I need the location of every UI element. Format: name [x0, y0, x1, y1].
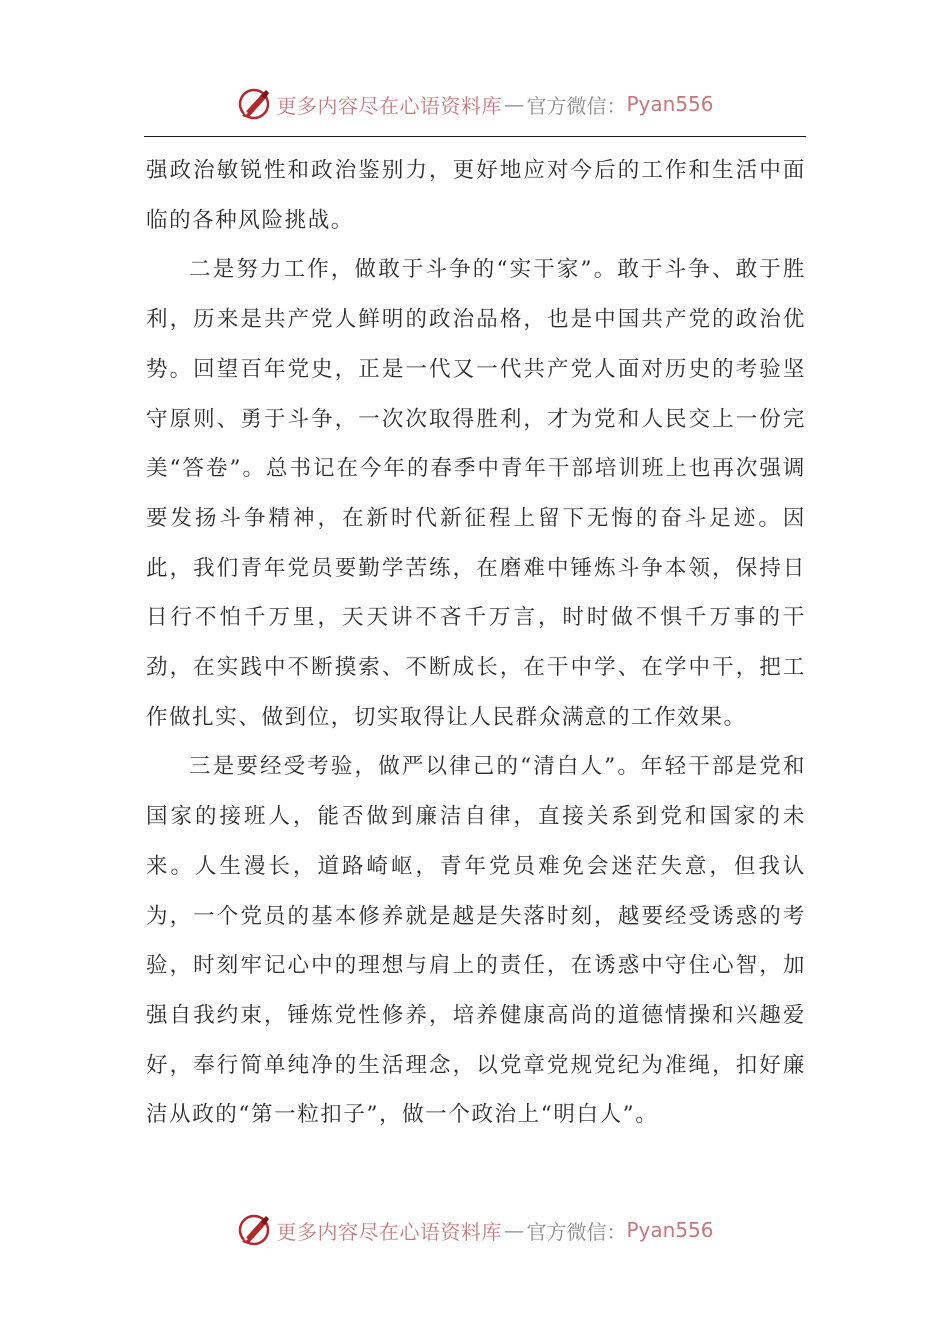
footer-wechat-label: 官方微信：: [526, 1219, 627, 1244]
header-site-text: 更多内容尽在心语资料库: [276, 93, 502, 118]
header-wechat-id: Pyan556: [626, 92, 714, 116]
header-separator: —: [503, 92, 525, 116]
pen-nib-logo-icon: [236, 1212, 272, 1248]
paragraph-1: 强政治敏锐性和政治鉴别力，更好地应对今后的工作和生活中面临的各种风险挑战。: [146, 158, 806, 233]
footer-banner: [0, 1210, 950, 1250]
paragraph-2: 二是努力工作，做敢于斗争的“实干家”。敢于斗争、敢于胜利，历来是共产党人鲜明的政治品格，也是中国共产党的政治优势。回望百年党史，正是一代又一代共产党人面对历史的考验坚守原则、勇于斗争，一次次取得胜利，才为党和人民交上一份完美“答卷”。总书记在今年的春季中青年干部培训班上也再次强调要发扬斗争精神，在新时代新征程上留下无悔的奋斗足迹。因此，我们青年党员要勤学苦练，在磨难中锤炼斗争本领，保持日日行不怕千万里，天天讲不吝千万言，时时做不惧千万事的干劲，在实践中不断摸索、不断成长，在干中学、在学中干，把工作做扎实、做到位，切实取得让人民群众满意的工作效果。: [146, 257, 806, 730]
header-wechat-label: 官方微信：: [526, 93, 627, 118]
header-banner: [0, 84, 950, 124]
footer-separator: —: [503, 1218, 525, 1242]
paragraph-3: 三是要经受考验，做严以律己的“清白人”。年轻干部是党和国家的接班人，能否做到廉洁自律，直接关系到党和国家的未来。人生漫长，道路崎岖，青年党员难免会迷茫失意，但我认为，一个党员的基本修养就是越是失落时刻，越要经受诱惑的考验，时刻牢记心中的理想与肩上的责任，在诱惑中守住心智，加强自我约束，锤炼党性修养，培养健康高尚的道德情操和兴趣爱好，奉行简单纯净的生活理念，以党章党规党纪为准绳，扣好廉洁从政的“第一粒扣子”，做一个政治上“明白人”。: [146, 754, 806, 1128]
header-divider: [144, 136, 806, 137]
footer-wechat-id: Pyan556: [626, 1218, 714, 1242]
pen-nib-logo-icon: [236, 86, 272, 122]
document-body: [146, 146, 806, 1140]
footer-site-text: 更多内容尽在心语资料库: [276, 1219, 502, 1244]
